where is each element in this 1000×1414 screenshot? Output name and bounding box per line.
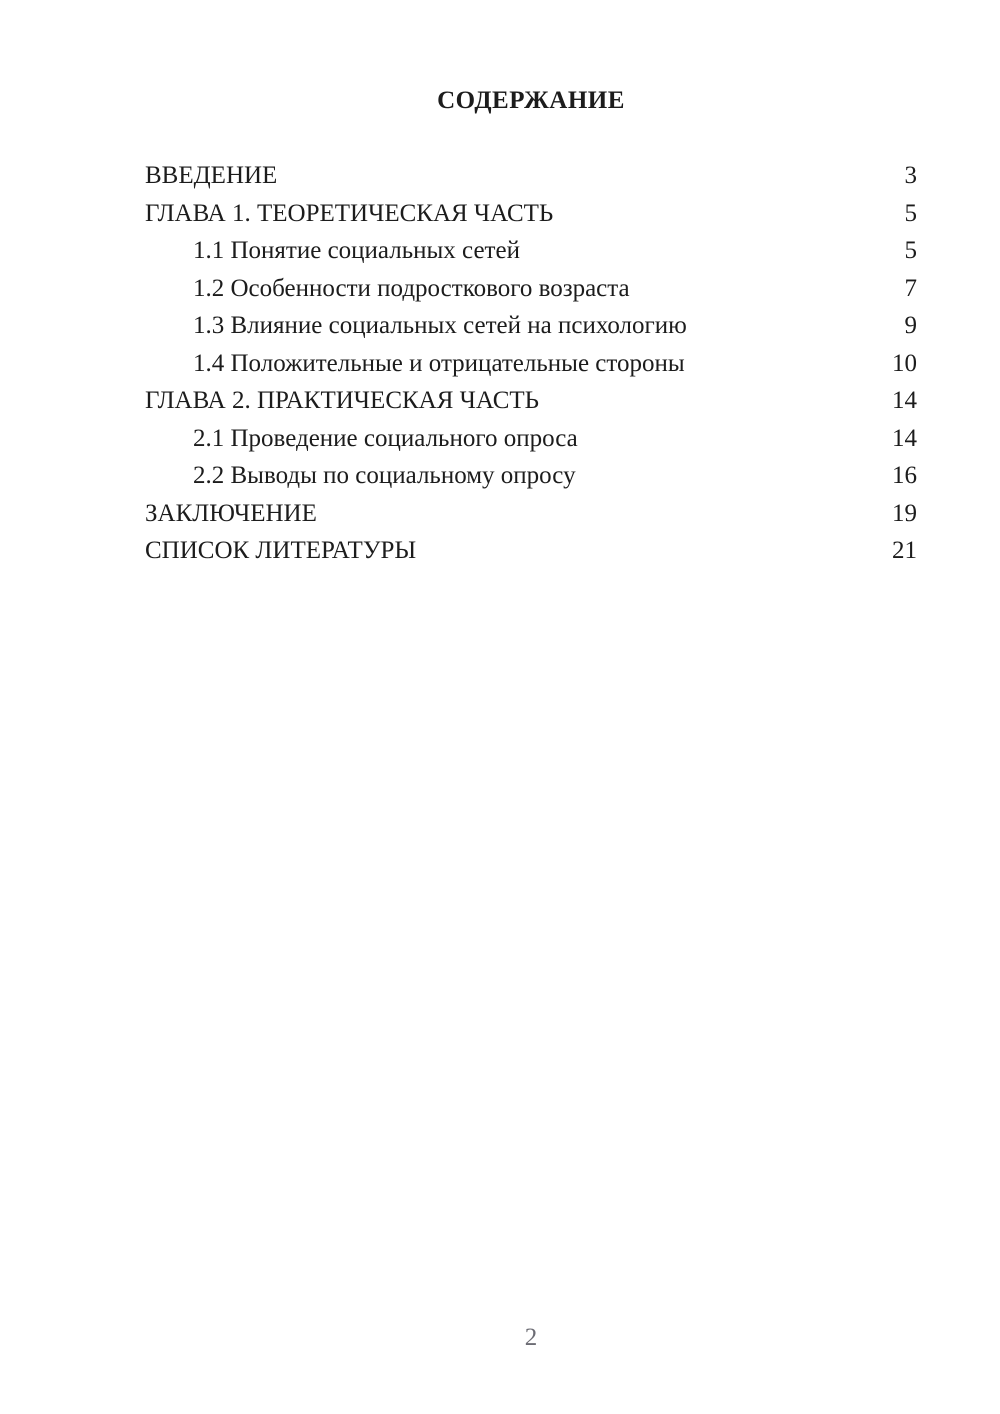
toc-entry-page: 9 <box>904 312 917 339</box>
toc-row <box>145 157 917 195</box>
toc-entry-label: 2.1 Проведение социального опроса <box>193 424 578 452</box>
toc-row <box>145 457 917 495</box>
toc-entry-label: ГЛАВА 2. ПРАКТИЧЕСКАЯ ЧАСТЬ <box>145 387 540 414</box>
toc-entry-label: СПИСОК ЛИТЕРАТУРЫ <box>145 537 417 564</box>
toc-row <box>145 270 917 308</box>
toc-entry-page: 21 <box>892 537 917 564</box>
toc-entry-label: 2.2 Выводы по социальному опросу <box>193 462 576 489</box>
page-content <box>145 82 917 570</box>
toc-entry-label: 1.3 Влияние социальных сетей на психологию <box>193 312 687 339</box>
toc-entry-page: 16 <box>892 462 917 489</box>
toc-entry-label: 1.2 Особенности подросткового возраста <box>193 274 630 302</box>
page-number: 2 <box>524 1324 538 1351</box>
toc-row <box>145 307 917 345</box>
table-of-contents <box>145 157 917 570</box>
toc-row <box>145 345 917 383</box>
toc-row <box>145 420 917 458</box>
toc-entry-label: ЗАКЛЮЧЕНИЕ <box>145 499 317 527</box>
toc-entry-page: 5 <box>904 237 917 264</box>
toc-entry-page: 14 <box>892 387 917 414</box>
toc-row <box>145 195 917 233</box>
page-footer <box>145 1319 917 1357</box>
page-title: СОДЕРЖАНИЕ <box>437 87 625 114</box>
toc-row <box>145 232 917 270</box>
toc-row <box>145 382 917 420</box>
toc-entry-page: 10 <box>892 349 917 377</box>
toc-entry-page: 19 <box>892 499 917 527</box>
toc-entry-label: ГЛАВА 1. ТЕОРЕТИЧЕСКАЯ ЧАСТЬ <box>145 199 554 227</box>
toc-entry-page: 3 <box>904 162 917 189</box>
toc-entry-page: 14 <box>892 424 917 452</box>
toc-entry-page: 7 <box>904 274 917 302</box>
toc-entry-label: 1.4 Положительные и отрицательные стороны <box>193 349 685 377</box>
toc-row <box>145 495 917 533</box>
toc-entry-label: 1.1 Понятие социальных сетей <box>193 237 520 264</box>
toc-entry-label: ВВЕДЕНИЕ <box>145 162 278 189</box>
toc-row <box>145 532 917 570</box>
toc-entry-page: 5 <box>904 199 917 227</box>
